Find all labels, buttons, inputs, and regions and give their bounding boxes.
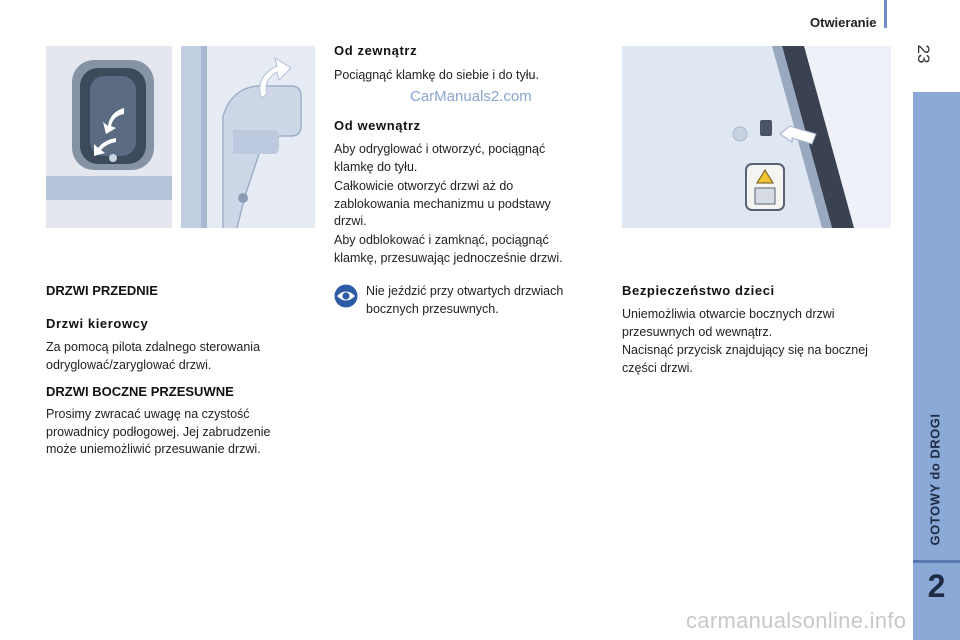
driver-door-text: Za pomocą pilota zdalnego sterowania odryglować/zaryglować drzwi. (46, 340, 261, 372)
inside-text-3: Aby odblokować i zamknąć, pociągnąć klamkę, przesuwając jednocześnie drzwi. (334, 233, 563, 265)
sliding-doors-text: Prosimy zwracać uwagę na czystość prowadnicy podłogowej. Jej zabrudzenie może uniemożliwić przesuwanie drzwi. (46, 407, 271, 456)
child-safety-heading: Bezpieczeństwo dzieci (622, 283, 775, 298)
chapter-number: 2 (927, 568, 946, 604)
note-text: Nie jeździć przy otwartych drzwiach bocznych przesuwnych. (366, 284, 564, 316)
eye-warning-icon (334, 284, 358, 308)
child-safety-figure (622, 46, 891, 228)
watermark-top: CarManuals2.com (410, 88, 532, 105)
chapter-label: GOTOWY do DROGI (927, 413, 943, 546)
sliding-doors-heading: DRZWI BOCZNE PRZESUWNE (46, 384, 234, 399)
outside-heading: Od zewnątrz (334, 43, 418, 58)
child-safety-text-1: Uniemożliwia otwarcie bocznych drzwi przesuwnych od wewnątrz. (622, 307, 835, 339)
outside-handle-figure (181, 46, 315, 228)
chapter-divider (913, 560, 960, 563)
chapter-sidebar (913, 92, 960, 640)
page-number: 23 (914, 44, 933, 64)
front-doors-heading: DRZWI PRZEDNIE (46, 283, 158, 298)
section-title: Otwieranie (810, 15, 877, 30)
header-divider (884, 0, 887, 28)
outside-text: Pociągnąć klamkę do siebie i do tyłu. (334, 68, 539, 82)
watermark-bottom: carmanualsonline.info (686, 608, 907, 633)
inside-text-2: Całkowicie otworzyć drzwi aż do zablokowania mechanizmu u podstawy drzwi. (334, 179, 551, 228)
inside-text-1: Aby odryglować i otworzyć, pociągnąć klamkę do tyłu. (334, 142, 546, 174)
driver-door-heading: Drzwi kierowcy (46, 316, 149, 331)
inside-heading: Od wewnątrz (334, 118, 421, 133)
inside-handle-figure (46, 46, 172, 228)
child-safety-text-2: Nacisnąć przycisk znajdujący się na bocznej części drzwi. (622, 343, 868, 375)
